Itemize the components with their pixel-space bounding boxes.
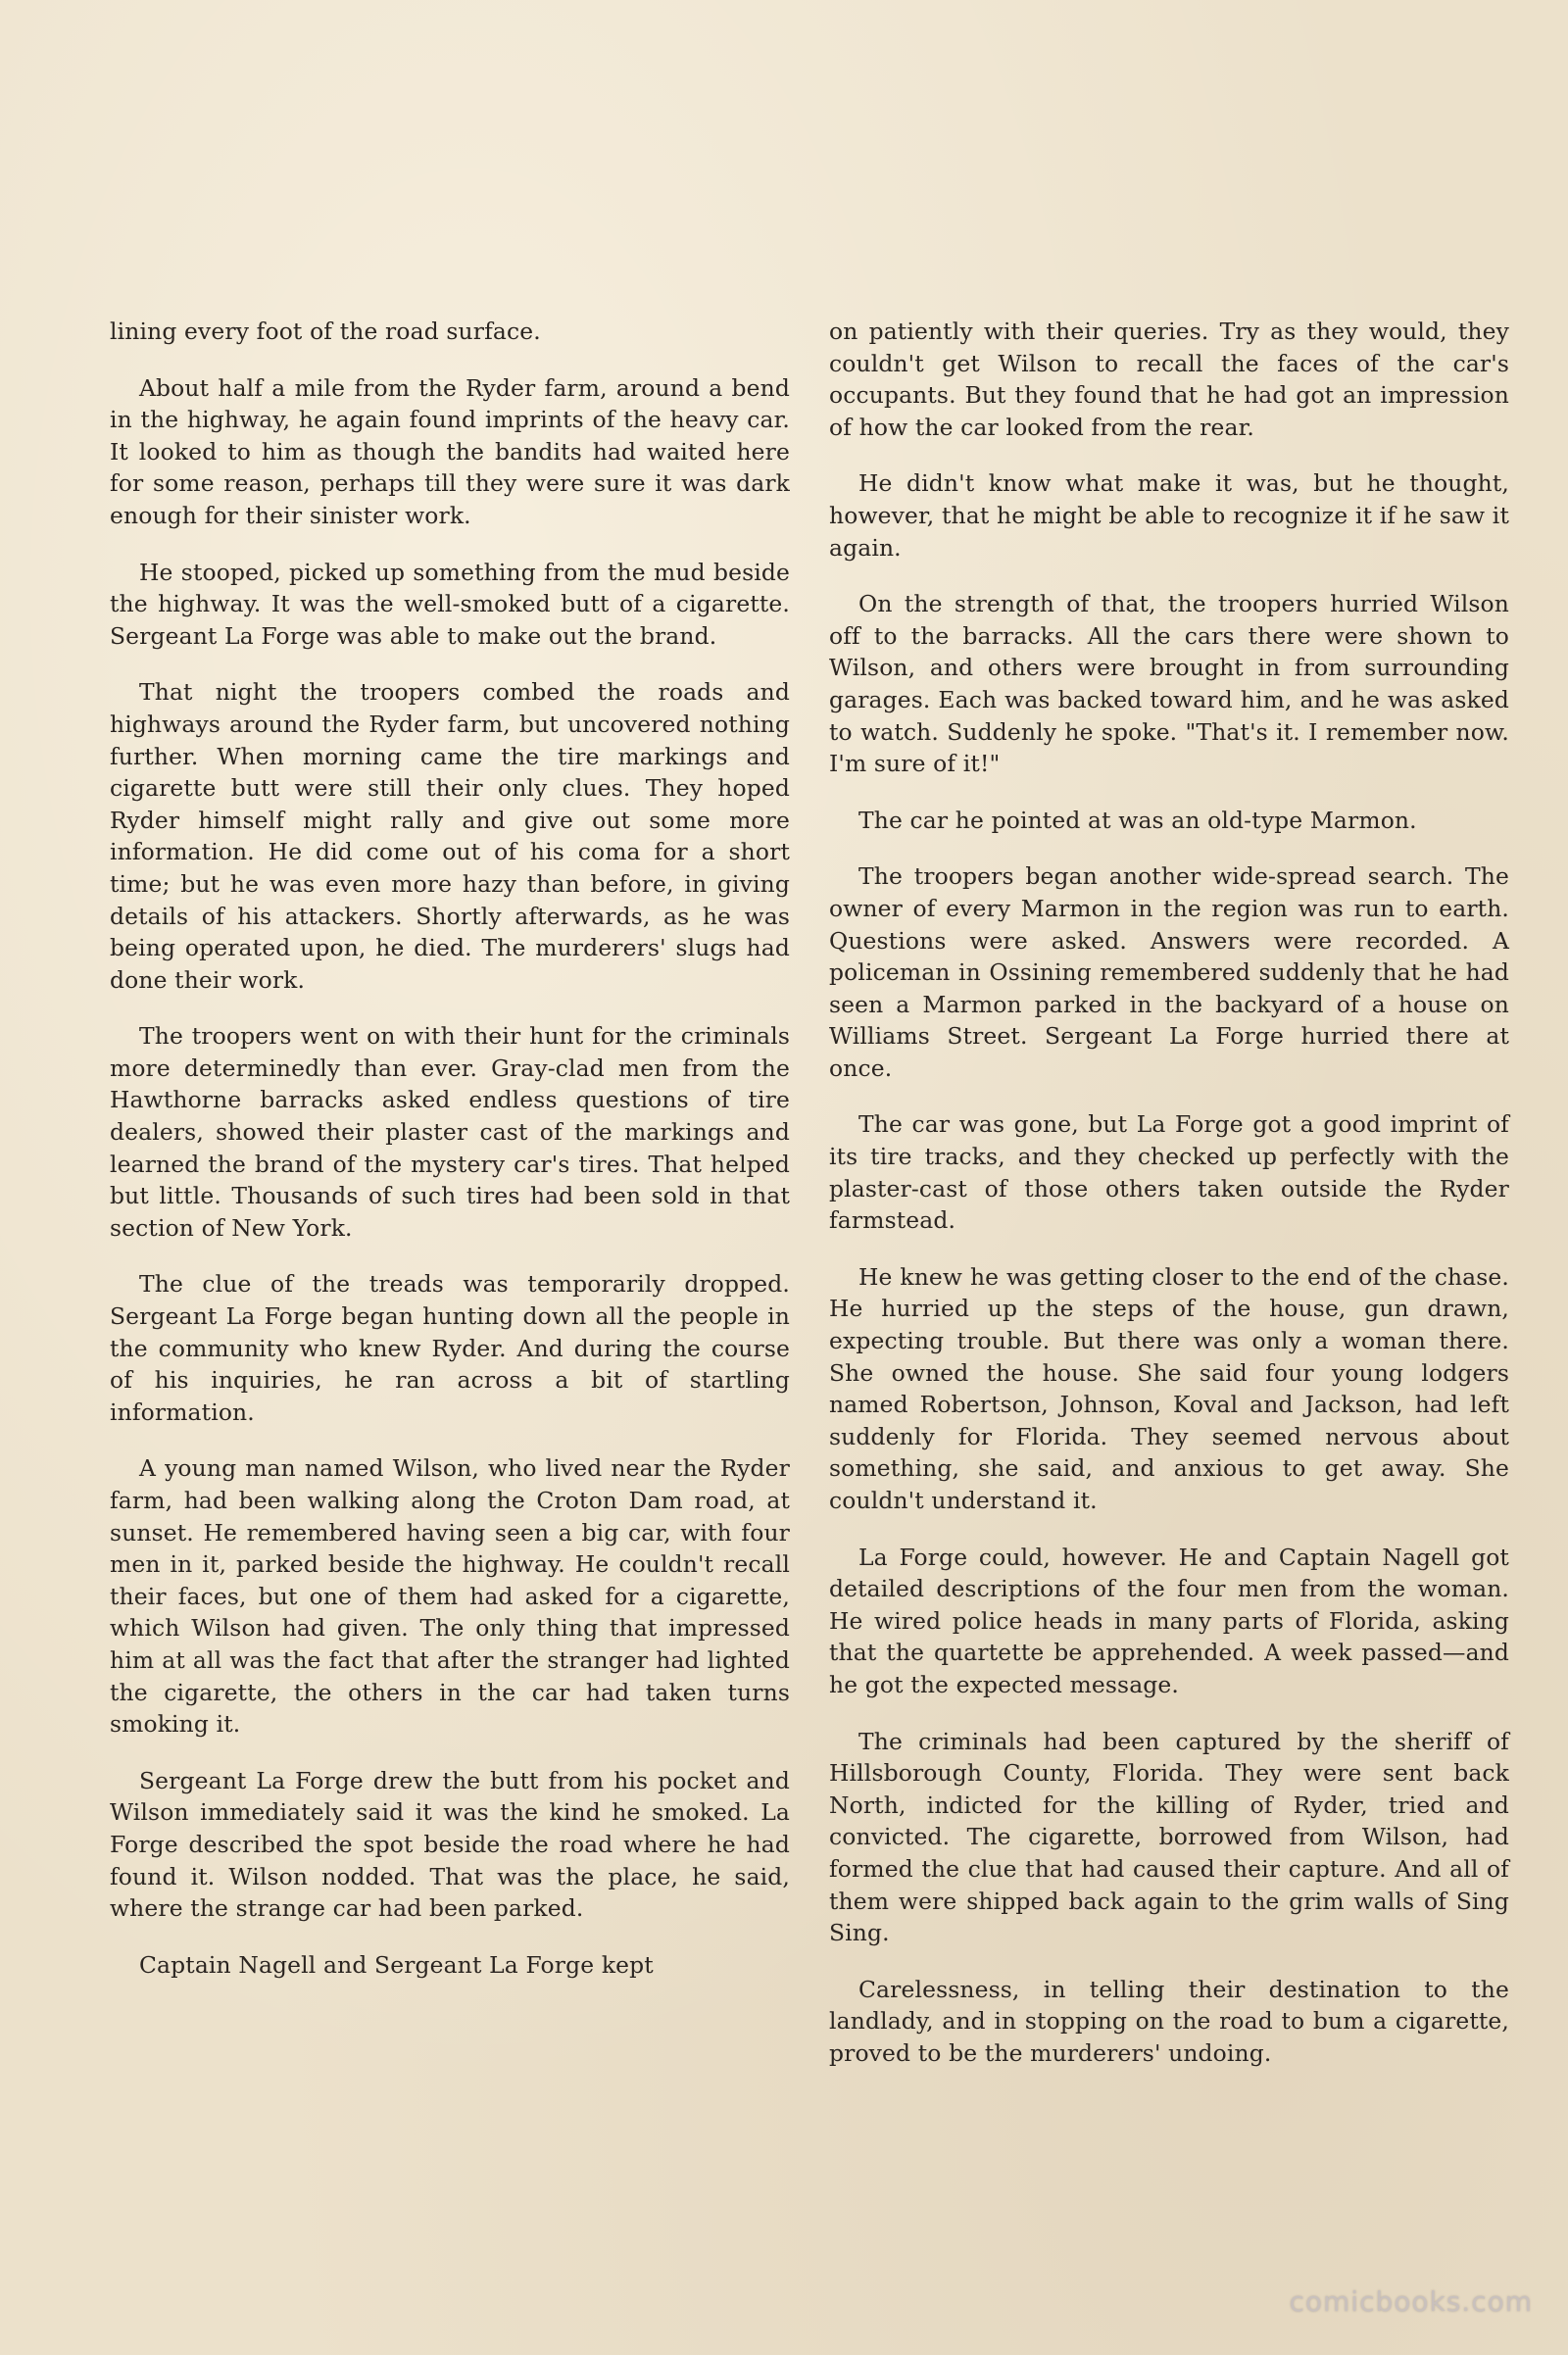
paragraph: That night the troopers combed the roads and highways around the Ryder farm, but uncovered nothing further. When morning came the tire markings and cigarette butt were still their only clues. They hoped Ryder himself might rally and give out some more information. He did come out of his coma for a short time; but he was even more hazy than before, in giving details of his attackers. Shortly afterwards, as he was being operated upon, he died. The murderers' slugs had done their work. <box>110 678 790 994</box>
right-column <box>829 316 1509 2217</box>
paragraph: on patiently with their queries. Try as they would, they couldn't get Wilson to recall the faces of the car's occupants. But they found that he had got an impression of how the car looked from the rear. <box>829 318 1509 441</box>
paragraph: About half a mile from the Ryder farm, around a bend in the highway, he again found imprints of the heavy car. It looked to him as though the bandits had waited here for some reason, perhaps till they were sure it was dark enough for their sinister work. <box>110 373 790 529</box>
paragraph: He didn't know what make it was, but he thought, however, that he might be able to recognize it if he saw it again. <box>829 469 1509 562</box>
left-column <box>110 316 790 2217</box>
paragraph: The troopers began another wide-spread search. The owner of every Marmon in the region was run to earth. Questions were asked. Answers were recorded. A policeman in Ossining remembered suddenly that he had seen a Marmon parked in the backyard of a house on Williams Street. Sergeant La Forge hurried there at once. <box>829 862 1509 1082</box>
paragraph: Carelessness, in telling their destination to the landlady, and in stopping on the road to bum a cigarette, proved to be the murderers' undoing. <box>829 1975 1509 2067</box>
paragraph: A young man named Wilson, who lived near the Ryder farm, had been walking along the Croton Dam road, at sunset. He remembered having seen a big car, with four men in it, parked beside the highway. He couldn't recall their faces, but one of them had asked for a cigarette, which Wilson had given. The only thing that impressed him at all was the fact that after the stranger had lighted the cigarette, the others in the car had taken turns smoking it. <box>110 1454 790 1739</box>
watermark: comicbooks.com <box>1289 2285 1533 2318</box>
paragraph: The criminals had been captured by the sheriff of Hillsborough County, Florida. They were sent back North, indicted for the killing of Ryder, tried and convicted. The cigarette, borrowed from Wilson, had formed the clue that had caused their capture. And all of them were shipped back again to the grim walls of Sing Sing. <box>829 1727 1509 1947</box>
paragraph: lining every foot of the road surface. <box>110 318 541 345</box>
article-body <box>0 316 1568 2217</box>
paragraph: The car was gone, but La Forge got a good imprint of its tire tracks, and they checked up perfectly with the plaster-cast of those others taken outside the Ryder farmstead. <box>829 1110 1509 1235</box>
paragraph: The car he pointed at was an old-type Marmon. <box>858 806 1417 834</box>
paragraph: La Forge could, however. He and Captain Nagell got detailed descriptions of the four men from the woman. He wired police heads in many parts of Florida, asking that the quartette be apprehended. A week passed—and he got the expected message. <box>829 1543 1509 1698</box>
paragraph: He knew he was getting closer to the end of the chase. He hurried up the steps of the house, gun drawn, expecting trouble. But there was only a woman there. She owned the house. She said four young lodgers named Robertson, Johnson, Koval and Jackson, had left suddenly for Florida. They seemed nervous about something, she said, and anxious to get away. She couldn't understand it. <box>829 1262 1509 1514</box>
paragraph: Captain Nagell and Sergeant La Forge kept <box>139 1950 654 1979</box>
paragraph: The troopers went on with their hunt for the criminals more determinedly than ever. Gray-clad men from the Hawthorne barracks asked endless questions of tire dealers, showed their plaster cast of the markings and learned the brand of the mystery car's tires. That helped but little. Thousands of such tires had been sold in that section of New York. <box>110 1022 790 1242</box>
paragraph: He stooped, picked up something from the mud beside the highway. It was the well-smoked butt of a cigarette. Sergeant La Forge was able to make out the brand. <box>110 558 790 650</box>
paragraph: The clue of the treads was temporarily dropped. Sergeant La Forge began hunting down all the people in the community who knew Ryder. And during the course of his inquiries, he ran across a bit of startling information. <box>110 1270 790 1426</box>
paragraph: On the strength of that, the troopers hurried Wilson off to the barracks. All the cars there were shown to Wilson, and others were brought in from surrounding garages. Each was backed toward him, and he was asked to watch. Suddenly he spoke. "That's it. I remember now. I'm sure of it!" <box>829 590 1509 778</box>
paragraph: Sergeant La Forge drew the butt from his pocket and Wilson immediately said it was the kind he smoked. La Forge described the spot beside the road where he had found it. Wilson nodded. That was the place, he said, where the strange car had been parked. <box>110 1766 790 1923</box>
